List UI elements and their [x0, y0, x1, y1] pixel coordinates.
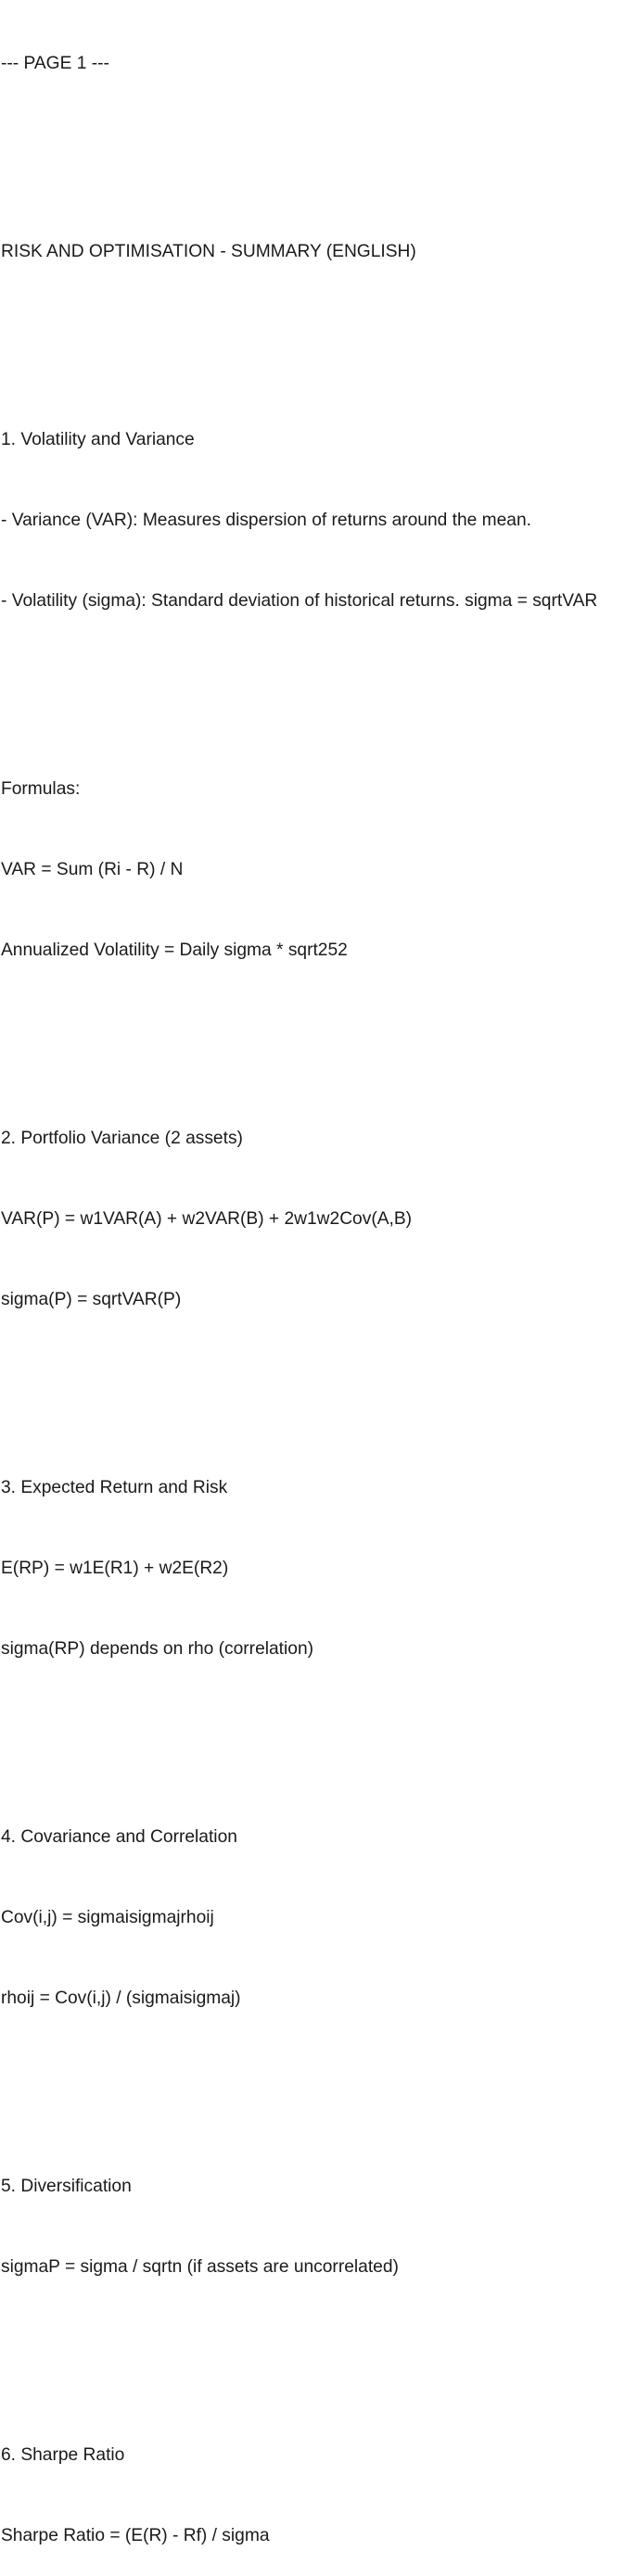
- formula-line: rhoij = Cov(i,j) / (sigmaisigmaj): [1, 1989, 241, 2008]
- formula-line: Annualized Volatility = Daily sigma * sqrt252: [1, 941, 348, 960]
- document-page: [1, 0, 638, 2576]
- blank-line: [1, 668, 638, 695]
- blank-line: [1, 2334, 638, 2361]
- blank-line: [1, 319, 638, 346]
- blank-line: [1, 1017, 638, 1044]
- section-heading: 1. Volatility and Variance: [1, 430, 195, 449]
- formula-line: sigma(P) = sqrtVAR(P): [1, 1290, 182, 1309]
- formula-line: Cov(i,j) = sigmaisigmajrhoij: [1, 1908, 214, 1927]
- section-line: - Volatility (sigma): Standard deviation of historical returns. sigma = sqrtVAR: [1, 591, 598, 611]
- section-heading: 4. Covariance and Correlation: [1, 1827, 237, 1847]
- section-heading: Formulas:: [1, 779, 81, 799]
- formula-line: sigma(RP) depends on rho (correlation): [1, 1639, 313, 1659]
- blank-line: [1, 1367, 638, 1394]
- section-line: - Variance (VAR): Measures dispersion of returns around the mean.: [1, 511, 531, 530]
- blank-line: [1, 131, 638, 158]
- blank-line: [1, 1716, 638, 1743]
- section-heading: 6. Sharpe Ratio: [1, 2445, 125, 2465]
- formula-line: sigmaP = sigma / sqrtn (if assets are uncorrelated): [1, 2257, 399, 2277]
- formula-line: E(RP) = w1E(R1) + w2E(R2): [1, 1559, 229, 1578]
- section-heading: 3. Expected Return and Risk: [1, 1478, 228, 1497]
- formula-line: VAR = Sum (Ri - R) / N: [1, 860, 184, 879]
- page-marker: --- PAGE 1 ---: [1, 54, 109, 73]
- blank-line: [1, 2065, 638, 2092]
- section-heading: 2. Portfolio Variance (2 assets): [1, 1129, 243, 1148]
- document-title: RISK AND OPTIMISATION - SUMMARY (ENGLISH): [1, 242, 416, 261]
- section-heading: 5. Diversification: [1, 2177, 132, 2196]
- formula-line: VAR(P) = w1VAR(A) + w2VAR(B) + 2w1w2Cov(A,B): [1, 1209, 413, 1229]
- formula-line: Sharpe Ratio = (E(R) - Rf) / sigma: [1, 2526, 270, 2545]
